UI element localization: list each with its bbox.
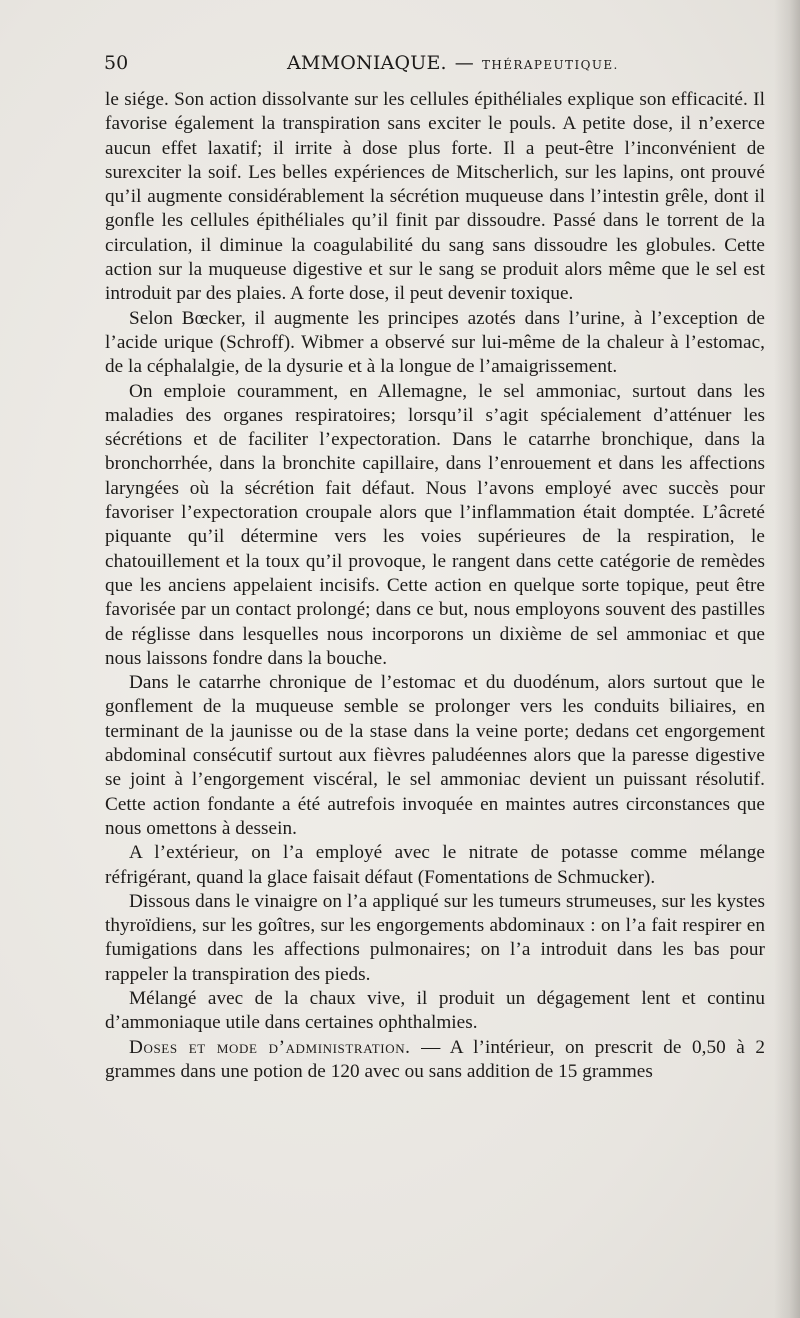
title-dash: — <box>454 52 474 74</box>
section-title: THÉRAPEUTIQUE. <box>481 58 619 72</box>
doses-text: — A l’intérieur, on prescrit de 0,50 à 2 grammes dans une potion de 120 avec ou sans addition de 15 grammes <box>105 1036 765 1082</box>
page-number: 50 <box>104 52 129 74</box>
doses-paragraph <box>105 1036 765 1085</box>
paragraph: Dans le catarrhe chronique de l’estomac et du duodénum, alors surtout que le gonflement de la muqueuse semble se prolonger vers les conduits biliaires, en terminant de la jaunisse ou de la stase dans la veine porte; dedans cet engorgement abdominal consécutif surtout aux fièvres paludéennes alors que la paresse digestive se joint à l’engorgement viscéral, le sel ammoniac devient un puissant résolutif. Cette action fondante a été autrefois invoquée en maintes autres circonstances que nous omettons à dessein. <box>105 672 765 839</box>
paragraph: A l’extérieur, on l’a employé avec le nitrate de potasse comme mélange réfrigérant, quand la glace faisait défaut (Fomentations de Schmucker). <box>105 842 765 888</box>
page-gutter-shadow <box>774 0 800 1318</box>
paragraph: On emploie couramment, en Allemagne, le sel ammoniac, surtout dans les maladies des organes respiratoires; lorsqu’il s’agit spécialement d’atténuer les sécrétions et de faciliter l’expectoration. Dans le catarrhe bronchique, dans la bronchorrhée, dans la bronchite capillaire, dans l’enrouement et dans les affections laryngées où la sécrétion fait défaut. Nous l’avons employé avec succès pour favoriser l’expectoration croupale alors que l’inflammation était domptée. L’âcreté piquante qu’il détermine vers les voies supérieures de la respiration, le chatouillement et la toux qu’il provoque, le rangent dans cette catégorie de remèdes que les anciens appelaient incisifs. Cette action en quelque sorte topique, peut être favorisée par un contact prolongé; dans ce but, nous employons souvent des pastilles de réglisse dans lesquelles nous incorporons un dixième de sel ammoniac et que nous laissons fondre dans la bouche. <box>105 380 765 669</box>
running-header <box>104 52 764 80</box>
chapter-title: AMMONIAQUE. <box>287 52 447 74</box>
paragraph: Mélangé avec de la chaux vive, il produit un dégagement lent et continu d’ammoniaque utile dans certaines ophthalmies. <box>105 987 765 1034</box>
doses-heading: Doses et mode d’administration. <box>129 1036 411 1058</box>
body-text <box>105 88 765 1084</box>
paragraph: Dissous dans le vinaigre on l’a appliqué sur les tumeurs strumeuses, sur les kystes thyroïdiens, sur les goîtres, sur les engorgements abdominaux : on l’a fait respirer en fumigations dans les affections pulmonaires; on l’a introduit dans les bas pour rappeler la transpiration des pieds. <box>105 890 765 985</box>
paragraph: le siége. Son action dissolvante sur les cellules épithéliales explique son efficacité. Il favorise également la transpiration sans exciter le pouls. A petite dose, il n’exerce aucun effet laxatif; il irrite à dose plus forte. Il a peut-être l’inconvénient de surexciter la soif. Les belles expériences de Mitscherlich, sur les lapins, ont prouvé qu’il augmente considérablement la sécrétion muqueuse dans l’intestin grêle, dont il gonfle les cellules épithéliales qu’il finit par dissoudre. Passé dans le torrent de la circulation, il diminue la coagulabilité du sang sans dissoudre les globules. Cette action sur la muqueuse digestive et sur le sang se produit alors même que le sel est introduit par des plaies. A forte dose, il peut devenir toxique. <box>105 89 765 305</box>
running-title <box>287 52 619 74</box>
paragraph: Selon Bœcker, il augmente les principes azotés dans l’urine, à l’exception de l’acide urique (Schroff). Wibmer a observé sur lui-même de la chaleur à l’estomac, de la céphalalgie, de la dysurie et à la longue de l’amaigrissement. <box>105 307 765 378</box>
